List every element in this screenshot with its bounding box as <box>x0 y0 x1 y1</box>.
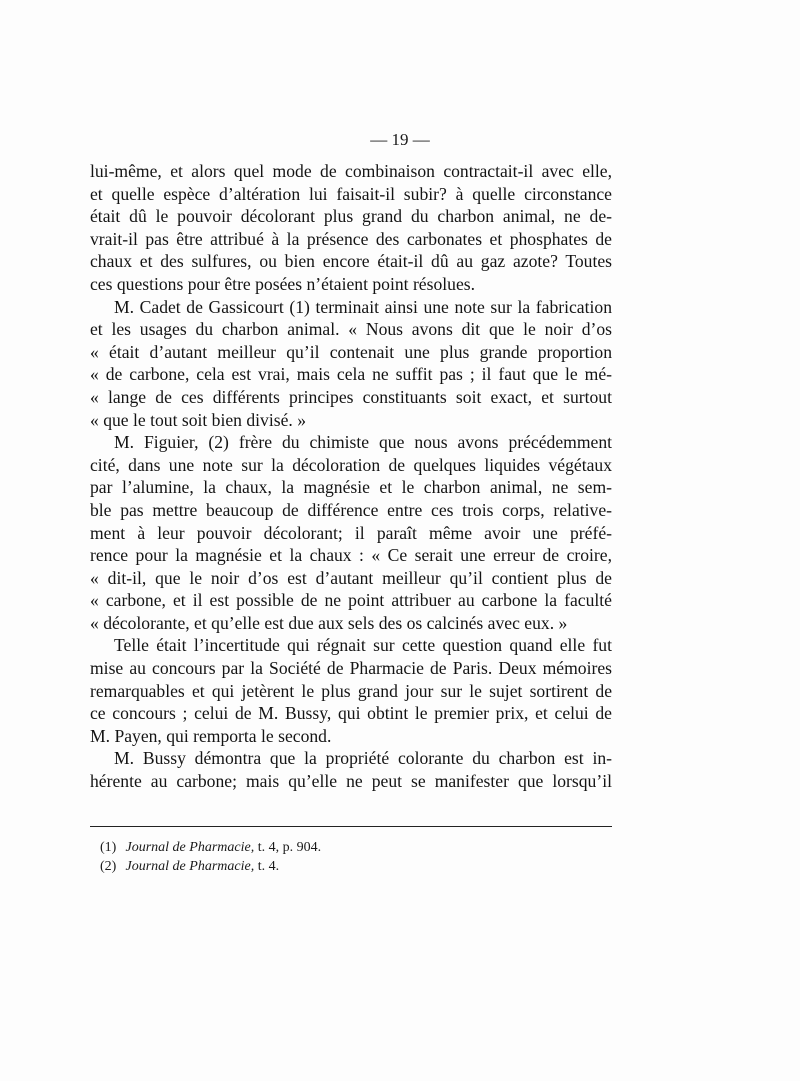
footnote-source-title: Journal de Pharmacie, <box>125 840 255 855</box>
text-line: chaux et des sulfures, ou bien encore était-il dû au gaz azote? Toutes <box>90 251 612 272</box>
text-line: Telle était l’incertitude qui régnait sur cette question quand elle fut <box>114 635 612 656</box>
text-line: « décolorante, et qu’elle est due aux sels des os calcinés avec eux. » <box>90 612 568 633</box>
body-text <box>90 160 612 793</box>
text-line: mise au concours par la Société de Pharmacie de Paris. Deux mémoires <box>90 658 612 679</box>
text-line: par l’alumine, la chaux, la magnésie et le charbon animal, ne sem- <box>90 477 612 498</box>
text-line: « dit-il, que le noir d’os est d’autant meilleur qu’il contient plus de <box>90 567 612 588</box>
text-line: ce concours ; celui de M. Bussy, qui obtint le premier prix, et celui de <box>90 703 612 724</box>
text-line: rence pour la magnésie et la chaux : « Ce serait une erreur de croire, <box>90 545 612 566</box>
text-line: lui-même, et alors quel mode de combinaison contractait-il avec elle, <box>90 161 612 181</box>
text-line: ble pas mettre beaucoup de différence entre ces trois corps, relative- <box>90 499 612 520</box>
text-line: était dû le pouvoir décolorant plus grand du charbon animal, ne de- <box>90 206 612 227</box>
footnote-source-title: Journal de Pharmacie, <box>125 859 255 874</box>
footnote-mark: (1) <box>100 840 117 855</box>
text-line: M. Payen, qui remporta le second. <box>90 725 332 746</box>
footnote-2 <box>100 857 600 876</box>
text-line: « était d’autant meilleur qu’il contenait une plus grande proportion <box>90 341 612 362</box>
text-line: « que le tout soit bien divisé. » <box>90 409 306 430</box>
text-line: M. Figuier, (2) frère du chimiste que nous avons précédemment <box>114 432 612 453</box>
footnote-separator <box>90 826 612 827</box>
text-line: et les usages du charbon animal. « Nous avons dit que le noir d’os <box>90 319 612 340</box>
footnote-reference: t. 4, p. 904. <box>257 840 322 855</box>
page-number: — 19 — <box>370 130 430 149</box>
text-line: « lange de ces différents principes constituants soit exact, et surtout <box>90 386 612 407</box>
text-line: ment à leur pouvoir décolorant; il paraît même avoir une préfé- <box>90 522 612 543</box>
text-line: ces questions pour être posées n’étaient point résolues. <box>90 273 476 294</box>
footnotes <box>100 838 600 876</box>
text-line: vrait-il pas être attribué à la présence des carbonates et phosphates de <box>90 228 612 249</box>
text-line: « carbone, et il est possible de ne point attribuer au carbone la faculté <box>90 590 612 611</box>
footnote-1 <box>100 838 600 857</box>
text-line: M. Bussy démontra que la propriété colorante du charbon est in- <box>114 748 612 769</box>
footnote-mark: (2) <box>100 859 117 874</box>
text-line: remarquables et qui jetèrent le plus grand jour sur le sujet sortirent de <box>90 680 612 701</box>
text-line: M. Cadet de Gassicourt (1) terminait ainsi une note sur la fabrication <box>114 296 612 317</box>
footnote-reference: t. 4. <box>257 859 280 874</box>
text-line: « de carbone, cela est vrai, mais cela ne suffit pas ; il faut que le mé- <box>90 364 612 385</box>
text-line: hérente au carbone; mais qu’elle ne peut se manifester que lorsqu’il <box>90 771 612 792</box>
text-line: cité, dans une note sur la décoloration de quelques liquides végétaux <box>90 454 612 475</box>
text-line: et quelle espèce d’altération lui faisait-il subir? à quelle circonstance <box>90 183 612 204</box>
